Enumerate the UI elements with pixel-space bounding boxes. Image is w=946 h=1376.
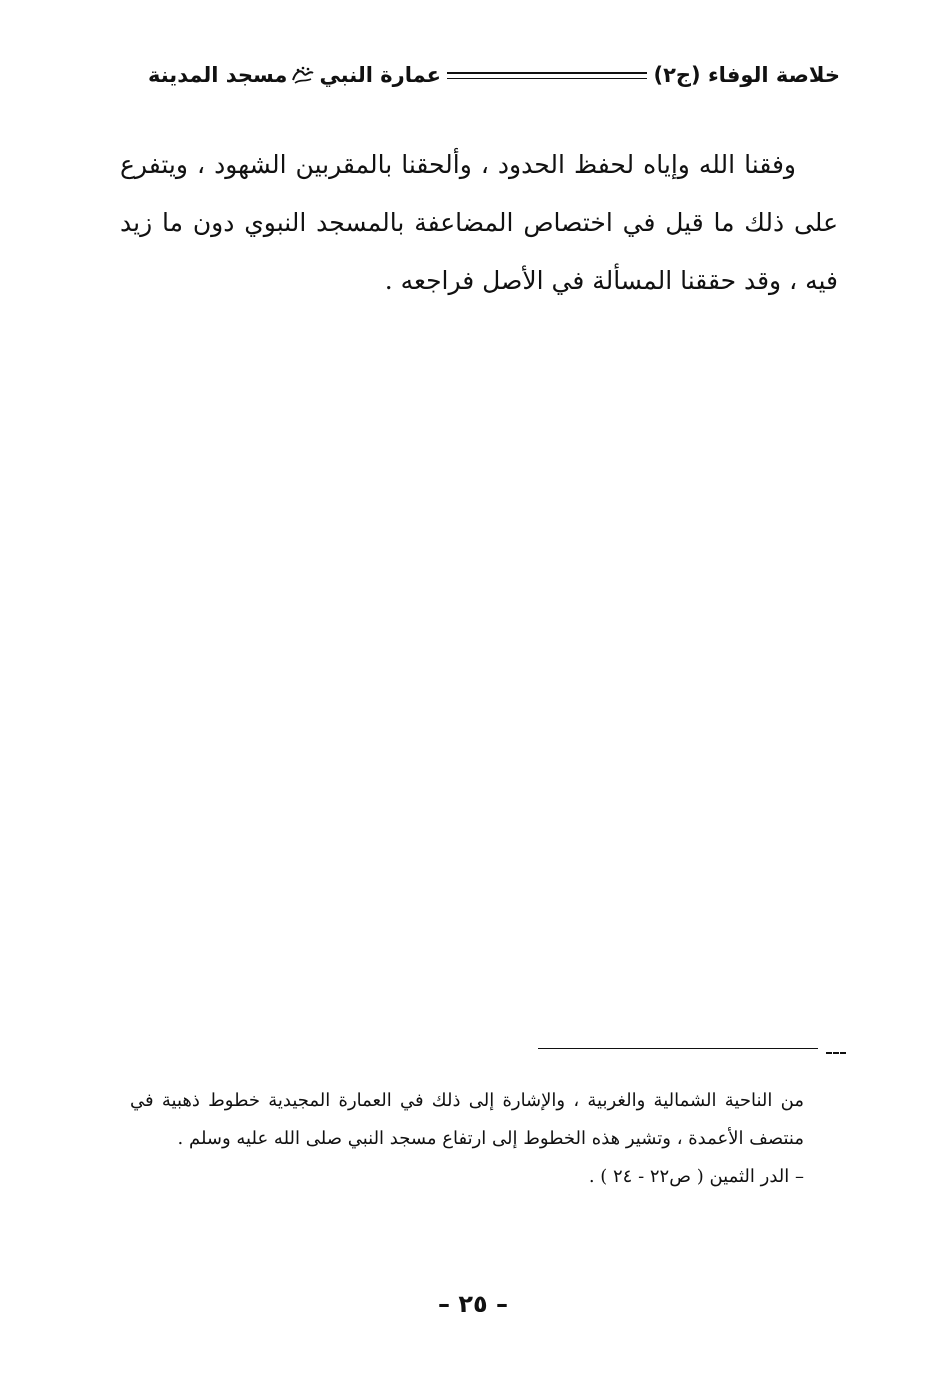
header-chapter-prefix: عمارة النبي (319, 63, 442, 87)
header-chapter-suffix: مسجد المدينة (148, 63, 288, 87)
main-paragraph: وفقنا الله وإياه لحفظ الحدود ، وألحقنا بالمقربين الشهود ، ويتفرع على ذلك ما قيل في اختصاص المضاعفة بالمسجد النبوي دون ما زيد فيه ، وقد حققنا المسألة في الأصل فراجعه . (120, 150, 838, 295)
footnote-line-1: من الناحية الشمالية والغربية ، والإشارة إلى ذلك في العمارة المجيدية خطوط ذهبية في منتصف الأعمدة ، وتشير هذه الخطوط إلى ارتفاع مسجد النبي صلى الله عليه وسلم . (130, 1090, 804, 1149)
footnote-separator (538, 1048, 818, 1049)
header-book-title: خلاصة الوفاء (ج٢) (653, 63, 840, 87)
running-header (148, 58, 840, 92)
footnote-continuation-mark (826, 1052, 846, 1054)
header-rule (447, 72, 647, 79)
page-number: – ٢٥ – (437, 1290, 508, 1318)
footnote-line-2: – الدر الثمين ( ص٢٢ - ٢٤ ) . (588, 1166, 804, 1187)
main-text (120, 136, 838, 310)
honorific-icon (291, 65, 315, 85)
footnotes (130, 1082, 804, 1196)
